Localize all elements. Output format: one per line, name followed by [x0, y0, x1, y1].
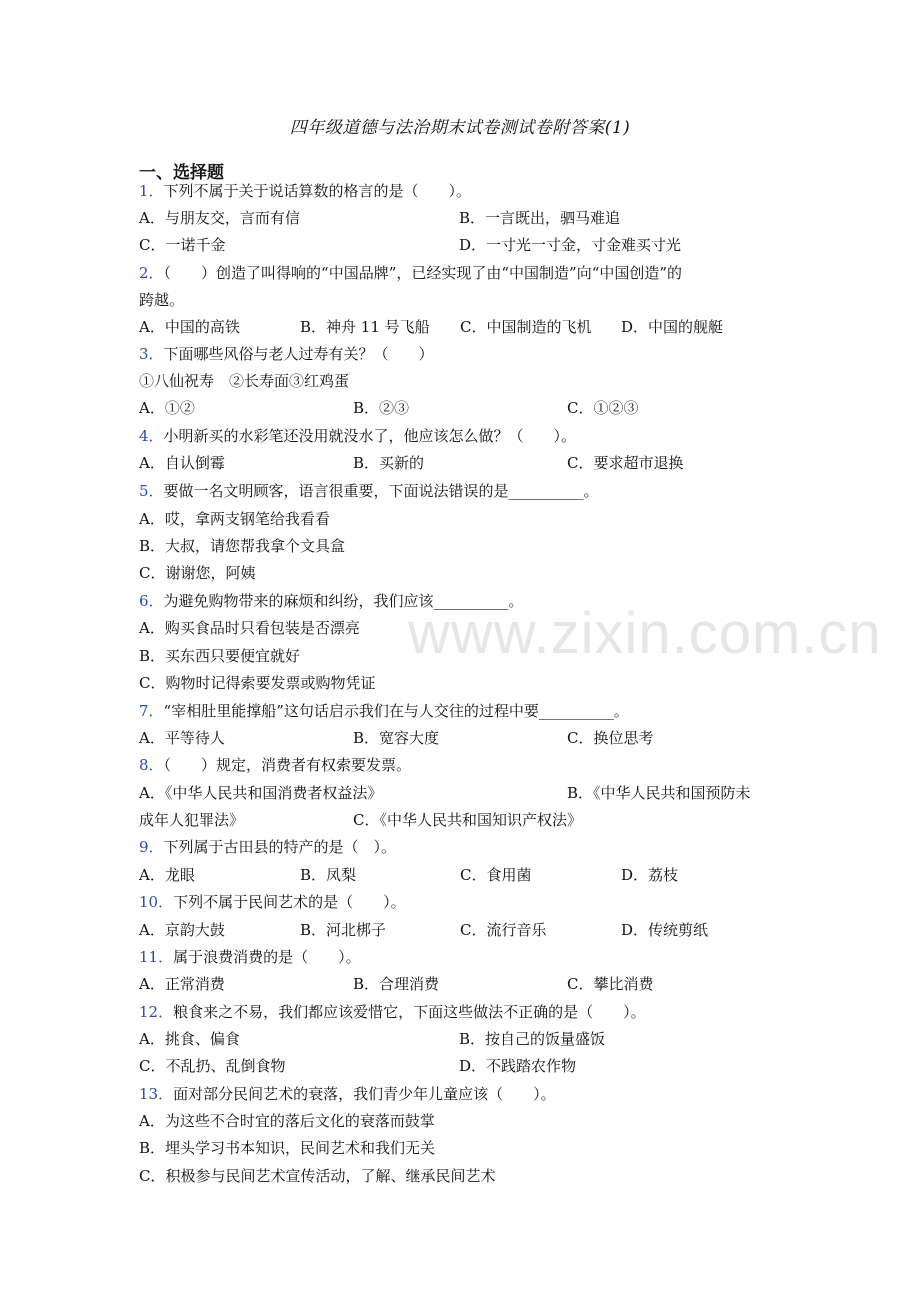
option-c: C．要求超市退换	[567, 454, 684, 472]
option-c: C．食用菌	[460, 866, 532, 884]
question-4	[139, 423, 576, 450]
question-text: 下列不属于关于说话算数的格言的是（ ）。	[163, 182, 472, 200]
question-number: 11．	[139, 948, 174, 966]
option-c: C．中国制造的飞机	[460, 318, 592, 336]
option-c: C．积极参与民间艺术宣传活动，了解、继承民间艺术	[139, 1167, 496, 1185]
question-13	[139, 1081, 556, 1108]
option-row	[139, 232, 739, 259]
question-number: 13．	[139, 1085, 174, 1103]
question-8	[139, 752, 411, 779]
question-6	[139, 588, 524, 615]
question-text: 面对部分民间艺术的衰落，我们青少年儿童应该（ ）。	[173, 1085, 556, 1103]
question-2	[139, 260, 682, 287]
option-a: A．哎，拿两支钢笔给我看看	[139, 510, 330, 528]
question-text-continued: 跨越。	[139, 291, 185, 309]
question-text: 要做一名文明顾客，语言很重要，下面说法错误的是__________。	[163, 482, 599, 500]
option-b: B．合理消费	[353, 975, 440, 993]
option-a: A．①②	[139, 399, 195, 417]
question-number: 12．	[139, 1003, 174, 1021]
question-number: 5．	[139, 482, 164, 500]
option-c: C．《中华人民共和国知识产权法》	[353, 811, 582, 829]
question-text: （ ）创造了叫得响的“中国品牌”，已经实现了由“中国制造”向“中国创造”的	[163, 264, 683, 282]
option-a: A．与朋友交，言而有信	[139, 209, 300, 227]
option-b: B．《中华人民共和国预防未	[567, 784, 751, 802]
question-number: 7．	[139, 702, 164, 720]
option-b: B．宽容大度	[353, 729, 440, 747]
option-a: A．为这些不合时宜的落后文化的衰落而鼓掌	[139, 1112, 435, 1130]
question-text: 下面哪些风俗与老人过寿有关？（ ）	[163, 345, 434, 363]
question-text: 小明新买的水彩笔还没用就没水了，他应该怎么做？（ ）。	[163, 427, 577, 445]
watermark: www.zixin.com.cn	[408, 601, 882, 666]
option-d: D．中国的舰艇	[621, 318, 724, 336]
option-b-continued: 成年人犯罪法》	[139, 811, 245, 829]
option-b: B．神舟 11 号飞船	[300, 318, 430, 336]
option-row	[139, 725, 789, 752]
question-7	[139, 698, 629, 725]
option-c: C．一诺千金	[139, 236, 226, 254]
option-a: A．《中华人民共和国消费者权益法》	[139, 784, 383, 802]
option-c: C．流行音乐	[460, 921, 547, 939]
question-number: 8．	[139, 756, 164, 774]
question-text: 粮食来之不易，我们都应该爱惜它，下面这些做法不正确的是（ ）。	[173, 1003, 646, 1021]
option-c: C．不乱扔、乱倒食物	[139, 1057, 286, 1075]
option-a: A．购买食品时只看包装是否漂亮	[139, 619, 360, 637]
option-b: B．按自己的饭量盛饭	[459, 1030, 606, 1048]
question-statements: ①八仙祝寿 ②长寿面③红鸡蛋	[139, 372, 350, 390]
option-a: A．自认倒霉	[139, 454, 225, 472]
question-12	[139, 999, 646, 1026]
option-a: A．中国的高铁	[139, 318, 240, 336]
option-b: B．一言既出，驷马难追	[459, 209, 621, 227]
question-number: 6．	[139, 592, 164, 610]
option-b: B．河北梆子	[300, 921, 387, 939]
option-b: B．买东西只要便宜就好	[139, 647, 301, 665]
question-number: 9．	[139, 838, 164, 856]
option-a: A．挑食、偏食	[139, 1030, 240, 1048]
option-row	[139, 780, 789, 807]
question-text: 为避免购物带来的麻烦和纠纷，我们应该__________。	[163, 592, 524, 610]
question-9	[139, 834, 396, 861]
question-text: （ ）规定，消费者有权索要发票。	[163, 756, 412, 774]
option-row	[139, 314, 789, 341]
option-c: C．谢谢您，阿姨	[139, 564, 256, 582]
option-b: B．买新的	[353, 454, 425, 472]
page-title: 四年级道德与法治期末试卷测试卷附答案(1)	[289, 118, 631, 138]
question-text: 下列不属于民间艺术的是（ ）。	[173, 893, 406, 911]
option-b: B．大叔，请您帮我拿个文具盒	[139, 537, 346, 555]
option-row	[139, 971, 789, 998]
option-row	[139, 1026, 739, 1053]
question-3	[139, 341, 434, 368]
question-text: “宰相肚里能撑船”这句话启示我们在与人交往的过程中要__________。	[163, 702, 629, 720]
option-c: C．换位思考	[567, 729, 654, 747]
question-11	[139, 944, 361, 971]
option-c: C．购物时记得索要发票或购物凭证	[139, 674, 376, 692]
question-number: 2．	[139, 264, 164, 282]
question-text: 属于浪费消费的是（ ）。	[173, 948, 361, 966]
option-c: C．①②③	[567, 399, 639, 417]
option-d: D．荔枝	[621, 866, 679, 884]
option-b: B．埋头学习书本知识，民间艺术和我们无关	[139, 1139, 436, 1157]
option-d: D．一寸光一寸金，寸金难买寸光	[459, 236, 682, 254]
option-row	[139, 1053, 739, 1080]
section-heading: 一、选择题	[139, 163, 224, 183]
question-10	[139, 889, 406, 916]
option-d: D．传统剪纸	[621, 921, 709, 939]
option-row	[139, 450, 789, 477]
option-b: B．凤梨	[300, 866, 357, 884]
option-d: D．不践踏农作物	[459, 1057, 577, 1075]
question-1	[139, 178, 471, 205]
question-text: 下列属于古田县的特产的是（ ）。	[163, 838, 397, 856]
option-a: A．正常消费	[139, 975, 225, 993]
option-row	[139, 807, 789, 834]
option-row	[139, 205, 739, 232]
option-row	[139, 862, 789, 889]
option-row	[139, 917, 789, 944]
question-number: 3．	[139, 345, 164, 363]
option-b: B．②③	[353, 399, 410, 417]
question-5	[139, 478, 599, 505]
option-a: A．平等待人	[139, 729, 225, 747]
option-a: A．龙眼	[139, 866, 195, 884]
option-c: C．攀比消费	[567, 975, 654, 993]
question-number: 4．	[139, 427, 164, 445]
question-number: 1．	[139, 182, 164, 200]
option-row	[139, 395, 789, 422]
question-number: 10．	[139, 893, 174, 911]
option-a: A．京韵大鼓	[139, 921, 225, 939]
